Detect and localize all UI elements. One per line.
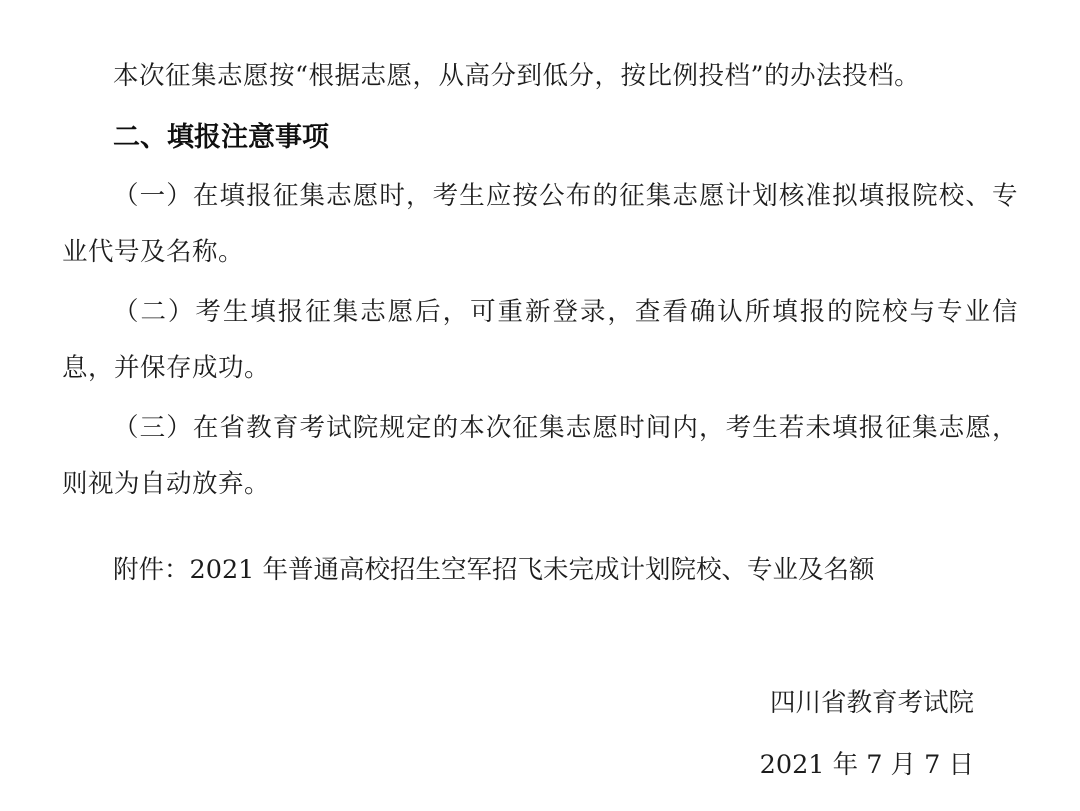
signature-organization: 四川省教育考试院 <box>769 688 974 718</box>
note-item-2: （二）考生填报征集志愿后，可重新登录，查看确认所填报的院校与专业信息，并保存成功。 <box>62 297 1018 383</box>
note-item-1: （一）在填报征集志愿时，考生应按公布的征集志愿计划核准拟填报院校、专业代号及名称。 <box>62 181 1018 267</box>
attachment-line: 附件：2021 年普通高校招生空军招飞未完成计划院校、专业及名额 <box>113 555 875 585</box>
paragraph-intro: 本次征集志愿按“根据志愿，从高分到低分，按比例投档”的办法投档。 <box>113 61 921 91</box>
signature-block <box>62 672 1018 796</box>
signature-date: 2021 年 7 月 7 日 <box>759 750 974 780</box>
section-heading-notes: 二、填报注意事项 <box>113 122 329 153</box>
note-item-3: （三）在省教育考试院规定的本次征集志愿时间内，考生若未填报征集志愿，则视为自动放弃。 <box>62 413 1018 499</box>
